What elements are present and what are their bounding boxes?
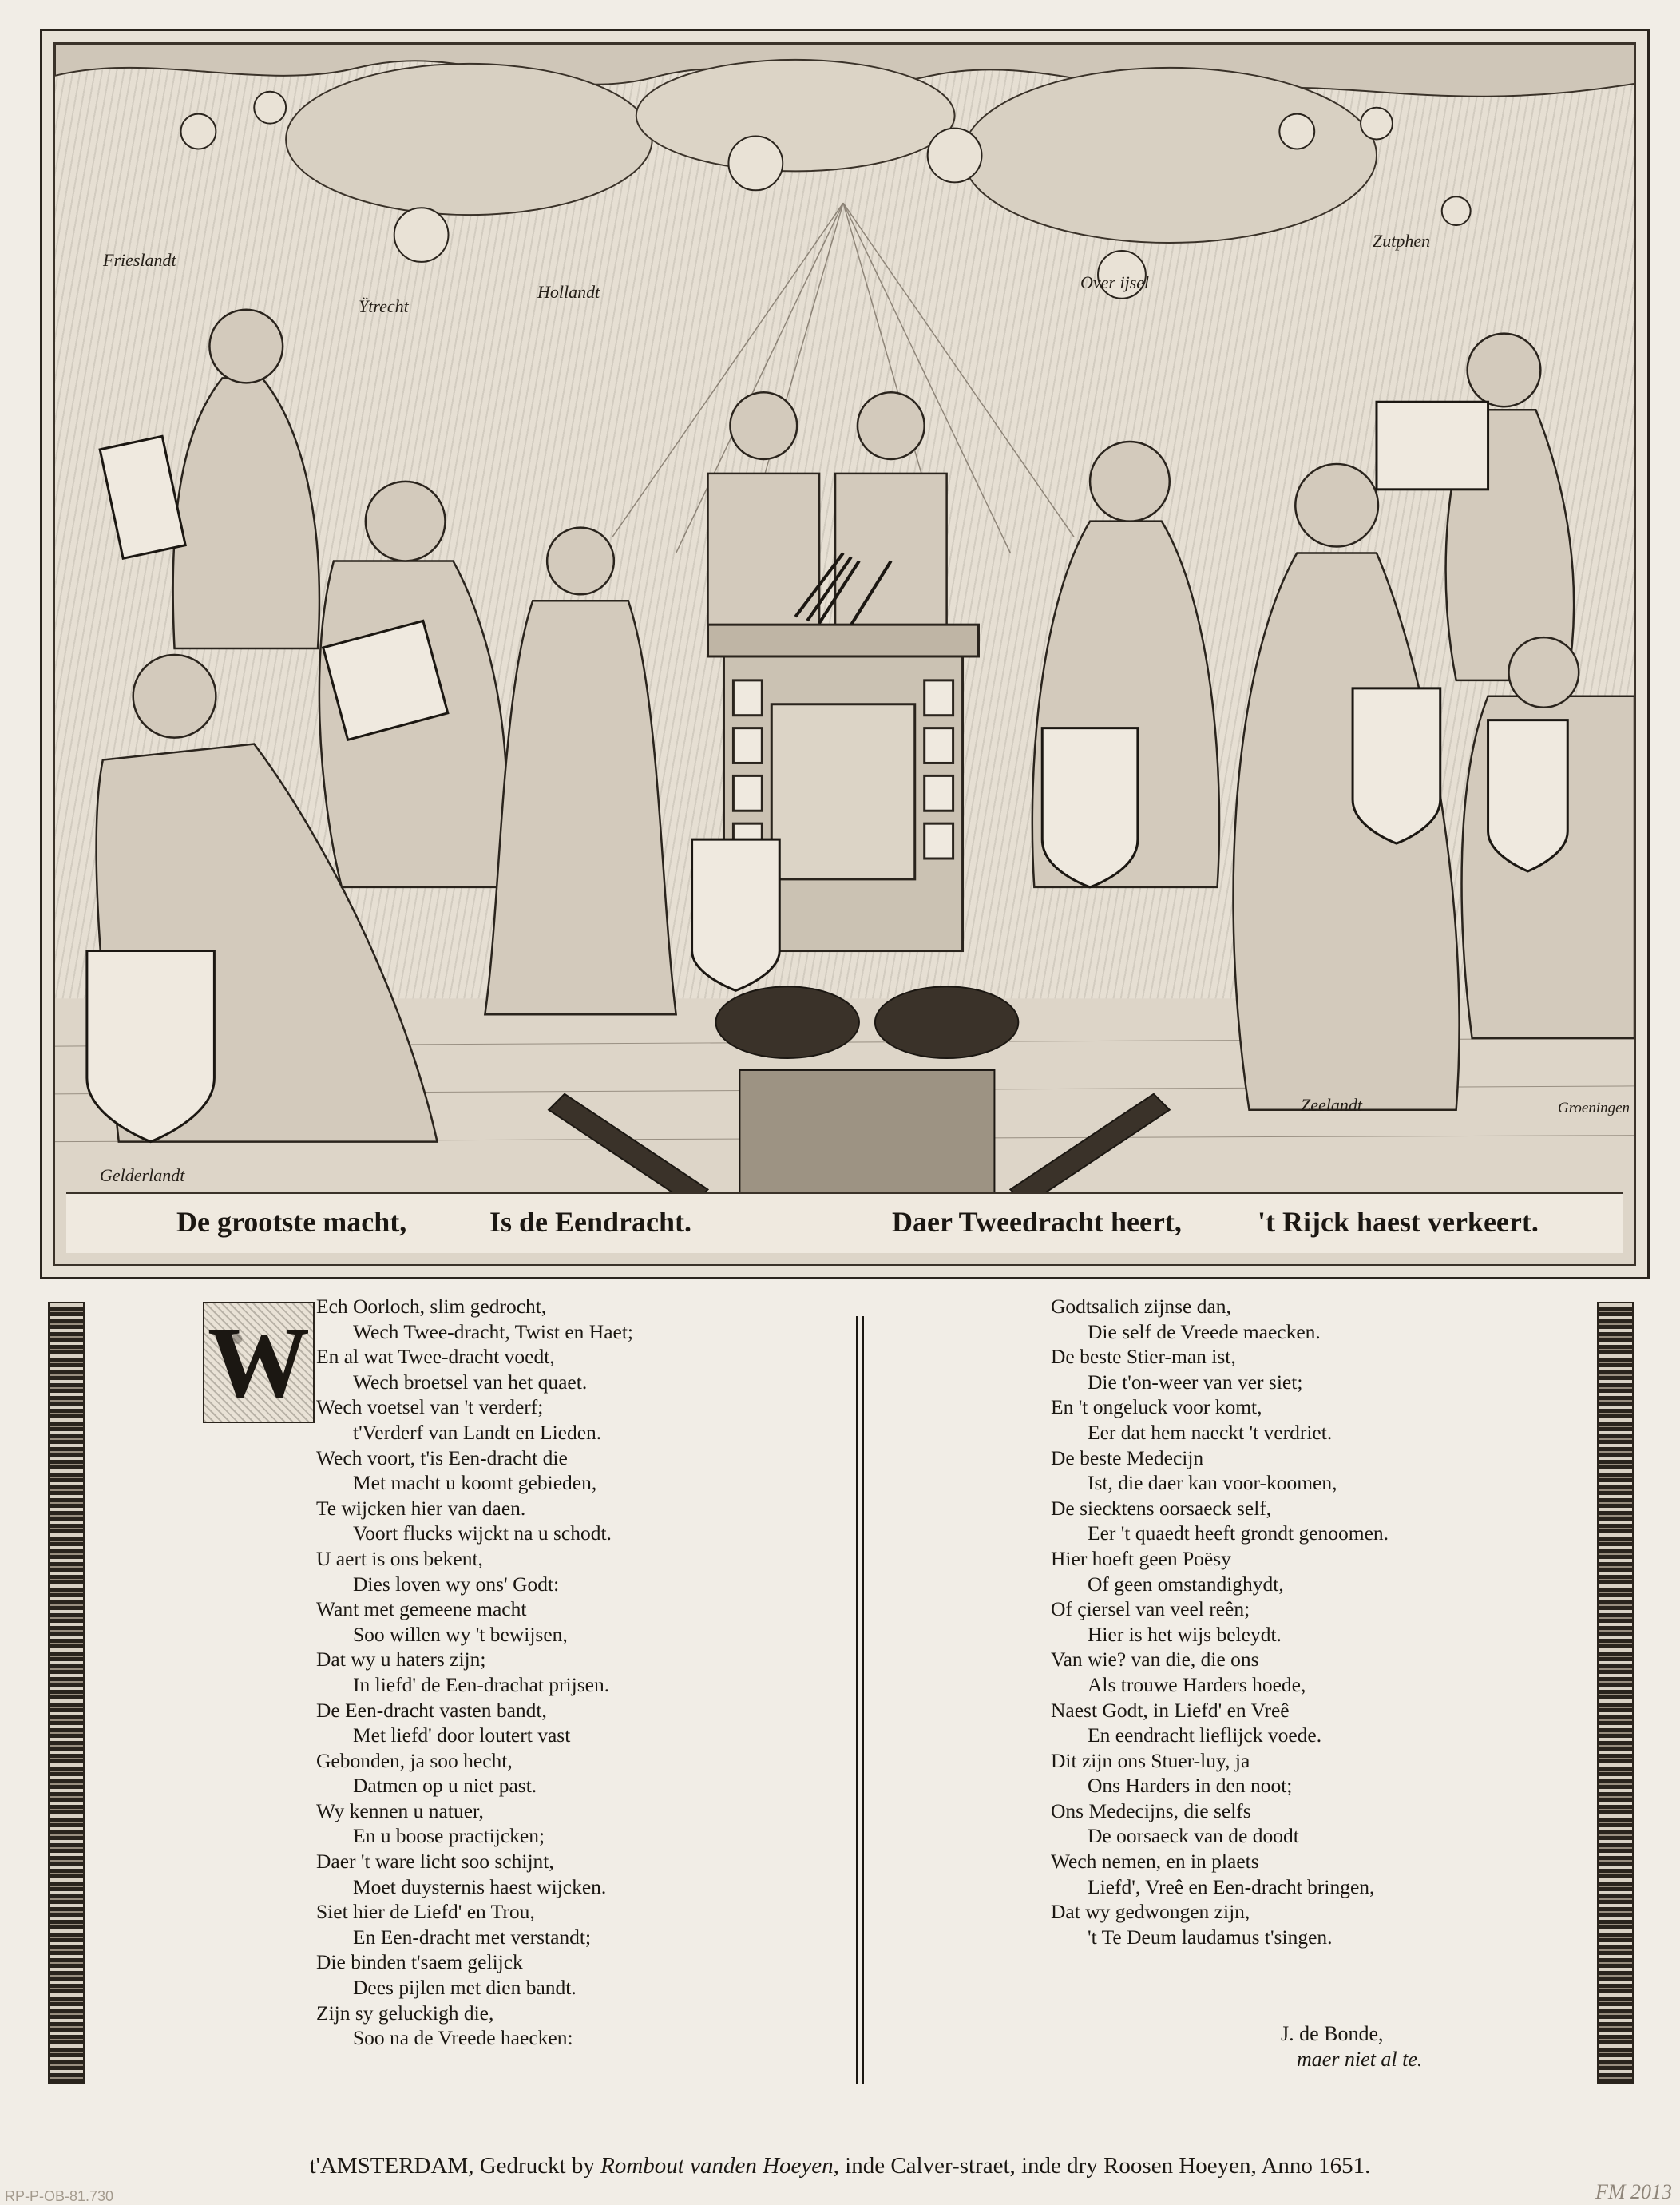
poem-line: Godtsalich zijnse dan,	[1051, 1295, 1231, 1318]
poem-line: De siecktens oorsaeck self,	[1051, 1496, 1272, 1520]
poem-line: En u boose practijcken;	[353, 1824, 545, 1848]
author-motto: maer niet al te.	[1297, 2048, 1423, 2071]
poem-line: Wech voetsel van 't verderf;	[316, 1395, 544, 1419]
poem-line: Liefd', Vreê en Een-dracht bringen,	[1088, 1874, 1375, 1898]
poem-line: De beste Medecijn	[1051, 1446, 1204, 1469]
poem-line: Dat wy u haters zijn;	[316, 1648, 486, 1672]
poem-line: Soo na de Vreede haecken:	[353, 2026, 573, 2050]
poem-line: Als trouwe Harders hoede,	[1088, 1672, 1306, 1696]
poem-line: Met macht u koomt gebieden,	[353, 1471, 597, 1495]
poem-line: Of geen omstandighydt,	[1088, 1572, 1284, 1596]
poem-line: Of çiersel van veel reên;	[1051, 1597, 1250, 1621]
cloud-band	[55, 44, 1634, 243]
poem-line: Ech Oorloch, slim gedrocht,	[316, 1295, 547, 1318]
imprint-city: t'AMSTERDAM,	[309, 2153, 474, 2179]
motto-band	[66, 1192, 1623, 1253]
poem-line: Daer 't ware licht soo schijnt,	[316, 1850, 554, 1874]
imprint	[0, 2153, 1680, 2179]
poem-line: De oorsaeck van de doodt	[1088, 1824, 1299, 1848]
poem-line: Ons Medecijns, die selfs	[1051, 1799, 1251, 1822]
poem-line: En al wat Twee-dracht voedt,	[316, 1345, 555, 1369]
poem-line: En 't ongeluck voor komt,	[1051, 1395, 1262, 1419]
poem-line: Eer dat hem naeckt 't verdriet.	[1088, 1420, 1333, 1444]
poem-line: Hier is het wijs beleydt.	[1088, 1622, 1282, 1646]
poem-line: Dat wy gedwongen zijn,	[1051, 1900, 1250, 1924]
drop-cap-letter: W	[208, 1306, 310, 1419]
motto-left-b: Is de Eendracht.	[489, 1206, 692, 1238]
label-gelderland: Gelderlandt	[100, 1165, 185, 1185]
motto-right-a: Daer Tweedracht heert,	[892, 1206, 1182, 1238]
poem-line: t'Verderf van Landt en Lieden.	[353, 1420, 602, 1444]
poem-line: Van wie? van die, die ons	[1051, 1648, 1259, 1672]
imprint-address: , inde Calver-straet, inde dry Roosen Hoeyen, Anno 1651.	[833, 2153, 1371, 2179]
poem-line: Wech broetsel van het quaet.	[353, 1370, 588, 1394]
label-groningen: Groeningen	[1558, 1100, 1630, 1116]
inventory-number: RP-P-OB-81.730	[5, 2188, 114, 2204]
label-zeeland: Zeelandt	[1301, 1095, 1362, 1115]
poem-line: Voort flucks wijckt na u schodt.	[353, 1521, 612, 1545]
poem-line: Gebonden, ja soo hecht,	[316, 1748, 513, 1772]
poem-line: Met liefd' door loutert vast	[353, 1723, 571, 1747]
poem-line: Hier hoeft geen Poësy	[1051, 1546, 1231, 1570]
imprint-printer: Rombout vanden Hoeyen	[600, 2153, 834, 2179]
poem-line: Die binden t'saem gelijck	[316, 1950, 523, 1974]
poem-line: Ist, die daer kan voor-koomen,	[1088, 1471, 1337, 1495]
poem-line: En eendracht lieflijck voede.	[1088, 1723, 1322, 1747]
poem-line: 't Te Deum laudamus t'singen.	[1088, 1925, 1333, 1949]
motto-left-a: De grootste macht,	[176, 1206, 407, 1238]
poem-line: Die self de Vreede maecken.	[1088, 1319, 1321, 1343]
engraving-plate	[40, 29, 1650, 1279]
poem-line: Moet duysternis haest wijcken.	[353, 1874, 607, 1898]
poem-line: Wech nemen, en in plaets	[1051, 1850, 1259, 1874]
poem-right-column	[1051, 1294, 1389, 1949]
poem-line: Die t'on-weer van ver siet;	[1088, 1370, 1303, 1394]
poem-line: Wech Twee-dracht, Twist en Haet;	[353, 1319, 634, 1343]
label-zutphen: Zutphen	[1373, 231, 1431, 251]
poem-line: Dies loven wy ons' Godt:	[353, 1572, 560, 1596]
poem-line: Soo willen wy 't bewijsen,	[353, 1622, 568, 1646]
label-holland: Hollandt	[537, 282, 600, 302]
column-divider	[856, 1316, 864, 2084]
pencil-mark: FM 2013	[1595, 2180, 1672, 2203]
poem-line: Naest Godt, in Liefd' en Vreê	[1051, 1698, 1290, 1722]
poem-line: Datmen op u niet past.	[353, 1774, 537, 1798]
poem-line: Ons Harders in den noot;	[1088, 1774, 1293, 1798]
label-friesland: Frieslandt	[103, 250, 176, 270]
poem-line: Wy kennen u natuer,	[316, 1799, 484, 1822]
poem-line: Eer 't quaedt heeft grondt genoomen.	[1088, 1521, 1389, 1545]
allegory-engraving	[53, 42, 1636, 1266]
poem-line: U aert is ons bekent,	[316, 1546, 483, 1570]
poem-line: Zijn sy geluckigh die,	[316, 2001, 494, 2025]
motto-right-b: 't Rijck haest verkeert.	[1258, 1206, 1539, 1238]
decorated-initial	[203, 1302, 315, 1423]
poem-line: Dit zijn ons Stuer-luy, ja	[1051, 1748, 1250, 1772]
imprint-printed-by: Gedruckt by	[479, 2153, 595, 2179]
ornamental-border-left	[48, 1302, 85, 2084]
poem-line: De Een-dracht vasten bandt,	[316, 1698, 547, 1722]
poem-line: Te wijcken hier van daen.	[316, 1496, 526, 1520]
allegory-scene	[55, 44, 1634, 1264]
poem-line: In liefd' de Een-drachat prijsen.	[353, 1672, 610, 1696]
poem-line: De beste Stier-man ist,	[1051, 1345, 1236, 1369]
poem-line: En Een-dracht met verstandt;	[353, 1925, 592, 1949]
label-overijssel: Over ijsel	[1080, 272, 1150, 292]
ornamental-border-right	[1597, 1302, 1634, 2084]
label-utrecht: Ÿtrecht	[359, 296, 409, 316]
poem-line: Siet hier de Liefd' en Trou,	[316, 1900, 535, 1924]
poem-line: Wech voort, t'is Een-dracht die	[316, 1446, 568, 1469]
poem-line: Dees pijlen met dien bandt.	[353, 1976, 577, 2000]
author-name: J. de Bonde,	[1281, 2022, 1384, 2045]
poem-left-column	[316, 1294, 633, 2051]
poem-line: Want met gemeene macht	[316, 1597, 527, 1621]
